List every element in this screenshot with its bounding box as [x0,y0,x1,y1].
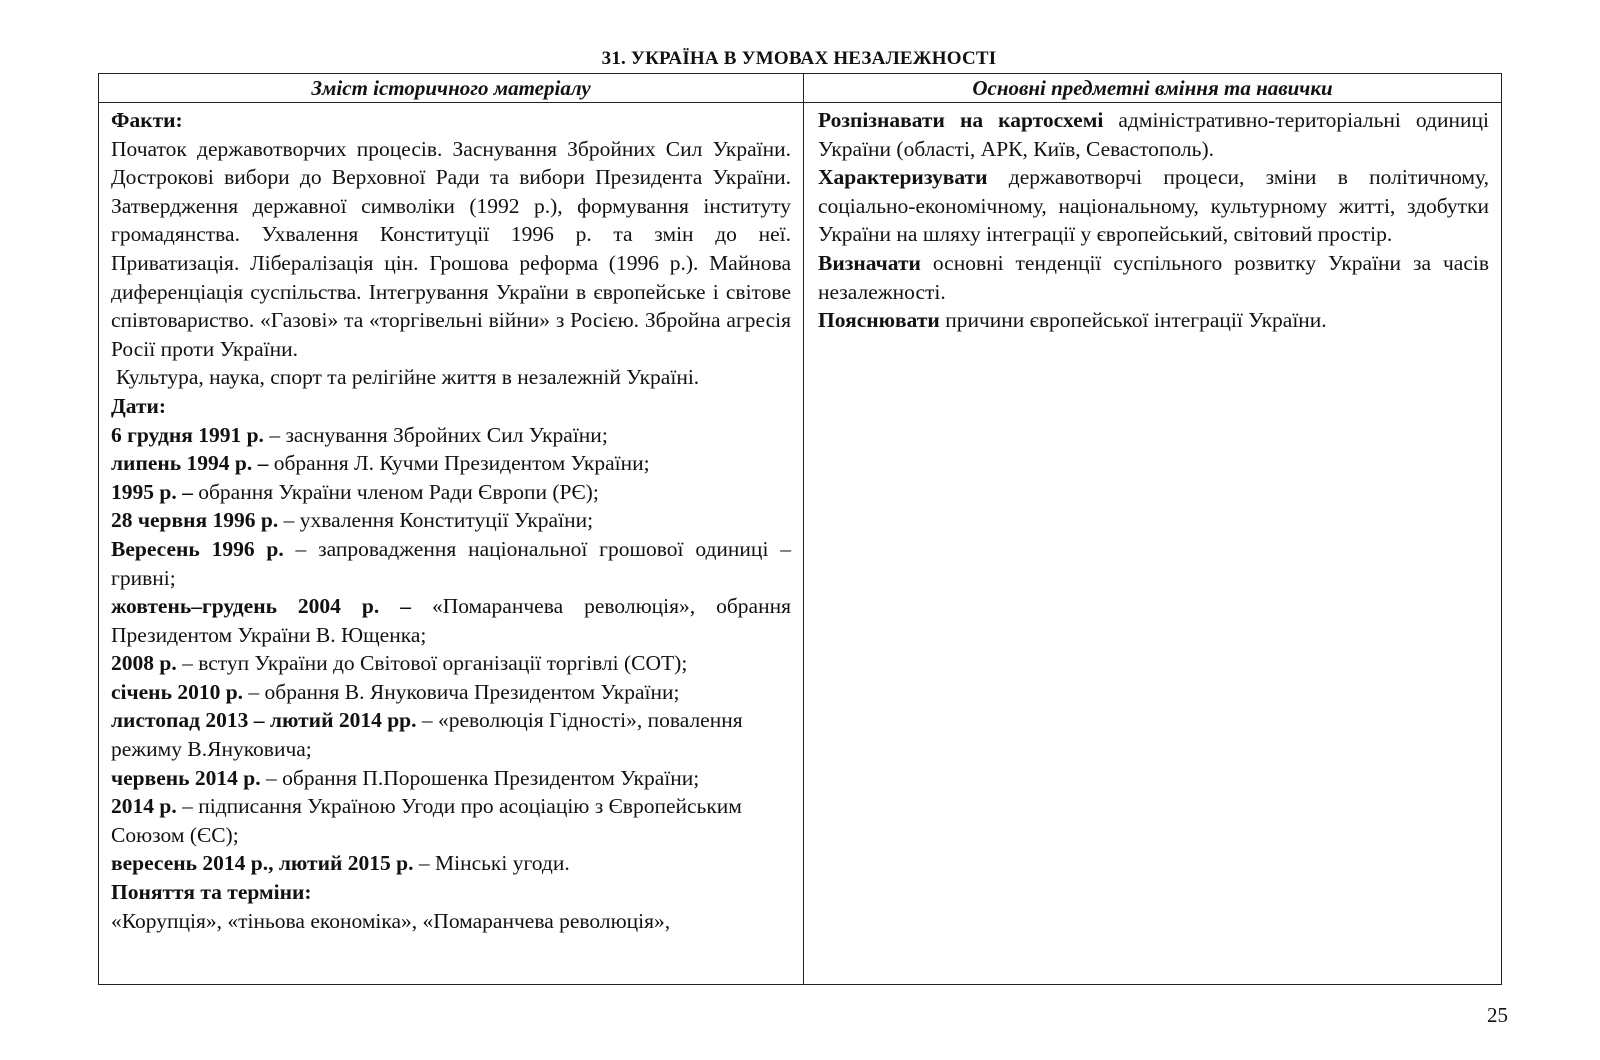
date-label: 1995 р. – [111,479,193,504]
date-label: 6 грудня 1991 р. [111,422,264,447]
skill-verb: Характеризувати [818,165,988,190]
header-skills: Основні предметні вміння та навички [804,74,1502,103]
date-label: листопад 2013 – лютий 2014 рр. [111,708,417,733]
date-event: «Помаранчева революція», обрання Президентом України В. Ющенка; [111,594,791,647]
skill-verb: Розпізнавати на картосхемі [818,108,1104,132]
date-label: вересень 2014 р., лютий 2015 р. [111,851,414,876]
date-item [111,649,791,678]
date-item [111,421,791,450]
date-item [111,506,791,535]
skill-text: причини європейської інтеграції України. [939,308,1327,333]
page-title: 31. УКРАЇНА В УМОВАХ НЕЗАЛЕЖНОСТІ [601,48,997,69]
date-item [111,764,791,793]
date-event: обрання Л. Кучми Президентом України; [268,451,650,476]
date-label: жовтень–грудень 2004 р. – [111,594,411,619]
dates-heading: Дати: [111,393,167,418]
date-item [111,449,791,478]
date-event: – обрання П.Порошенка Президентом України; [260,765,700,790]
date-label: липень 1994 р. – [111,451,269,476]
date-item [111,478,791,507]
skill-text: основні тенденції суспільного розвитку України за часів незалежності. [818,250,1489,304]
date-label: 2014 р. [111,794,177,819]
skills-cell [804,103,1502,985]
page-number: 25 [1487,1003,1508,1027]
date-item [111,706,791,763]
facts-heading: Факти: [111,108,183,132]
date-label: червень 2014 р. [111,765,261,790]
header-historical-content: Зміст історичного матеріалу [99,74,804,103]
skill-verb: Пояснювати [818,308,940,333]
date-event: – обрання В. Януковича Президентом України; [243,679,680,704]
date-item [111,849,791,878]
content-table [98,73,1502,985]
facts-text: Початок державотворчих процесів. Заснування Збройних Сил України. Дострокові вибори до Верховної Ради та вибори Президента України. Затвердження державної символіки (1992 р.), формування інституту громадянства. Ухвалення Конституції 1996 р. та змін до неї. Приватизація. Лібералізація цін. Грошова реформа (1996 р.). Майнова диференціація суспільства. Інтегрування України в європейське і світове співтовариство. «Газові» та «торгівельні війни» з Росією. Збройна агресія Росії проти України. [111,136,791,361]
date-event: – «революція Гідності», повалення режиму В.Януковича; [111,708,743,762]
skill-verb: Визначати [818,250,921,275]
skill-text: державотворчі процеси, зміни в політичному, соціально-економічному, національному, культурному житті, здобутки України на шляху інтеграції у європейський, світовий простір. [818,165,1489,247]
skill-item [818,163,1489,249]
date-event: – заснування Збройних Сил України; [263,422,608,447]
date-label: Вересень 1996 р. [111,536,284,561]
skill-item [818,106,1489,163]
skill-item [818,249,1489,306]
date-label: 2008 р. [111,651,177,676]
skill-text: адміністративно-територіальні одиниці України (області, АРК, Київ, Севастополь). [818,108,1489,161]
date-event: – підписання Україною Угоди про асоціацію з Європейським Союзом (ЄС); [111,794,742,847]
table-header-row [99,74,1502,103]
terms-text: «Корупція», «тіньова економіка», «Помаранчева революція», [111,908,671,933]
date-label: 28 червня 1996 р. [111,508,279,533]
date-label: січень 2010 р. [111,679,244,704]
historical-content-cell [99,103,804,985]
date-event: – ухвалення Конституції України; [278,508,594,533]
date-event: – запровадження національної грошової одиниці – гривні; [111,536,791,590]
date-event: – вступ України до Світової організації торгівлі (СОТ); [176,651,688,676]
table-body-row [99,103,1502,985]
skill-item [818,306,1489,335]
date-item [111,535,791,592]
date-item [111,592,791,649]
date-event: – Мінські угоди. [413,851,570,876]
terms-heading: Поняття та терміни: [111,880,312,905]
date-item [111,792,791,849]
culture-text: Культура, наука, спорт та релігійне життя в незалежній Україні. [116,365,700,390]
date-item [111,678,791,707]
date-event: обрання України членом Ради Європи (РЄ); [192,479,599,504]
